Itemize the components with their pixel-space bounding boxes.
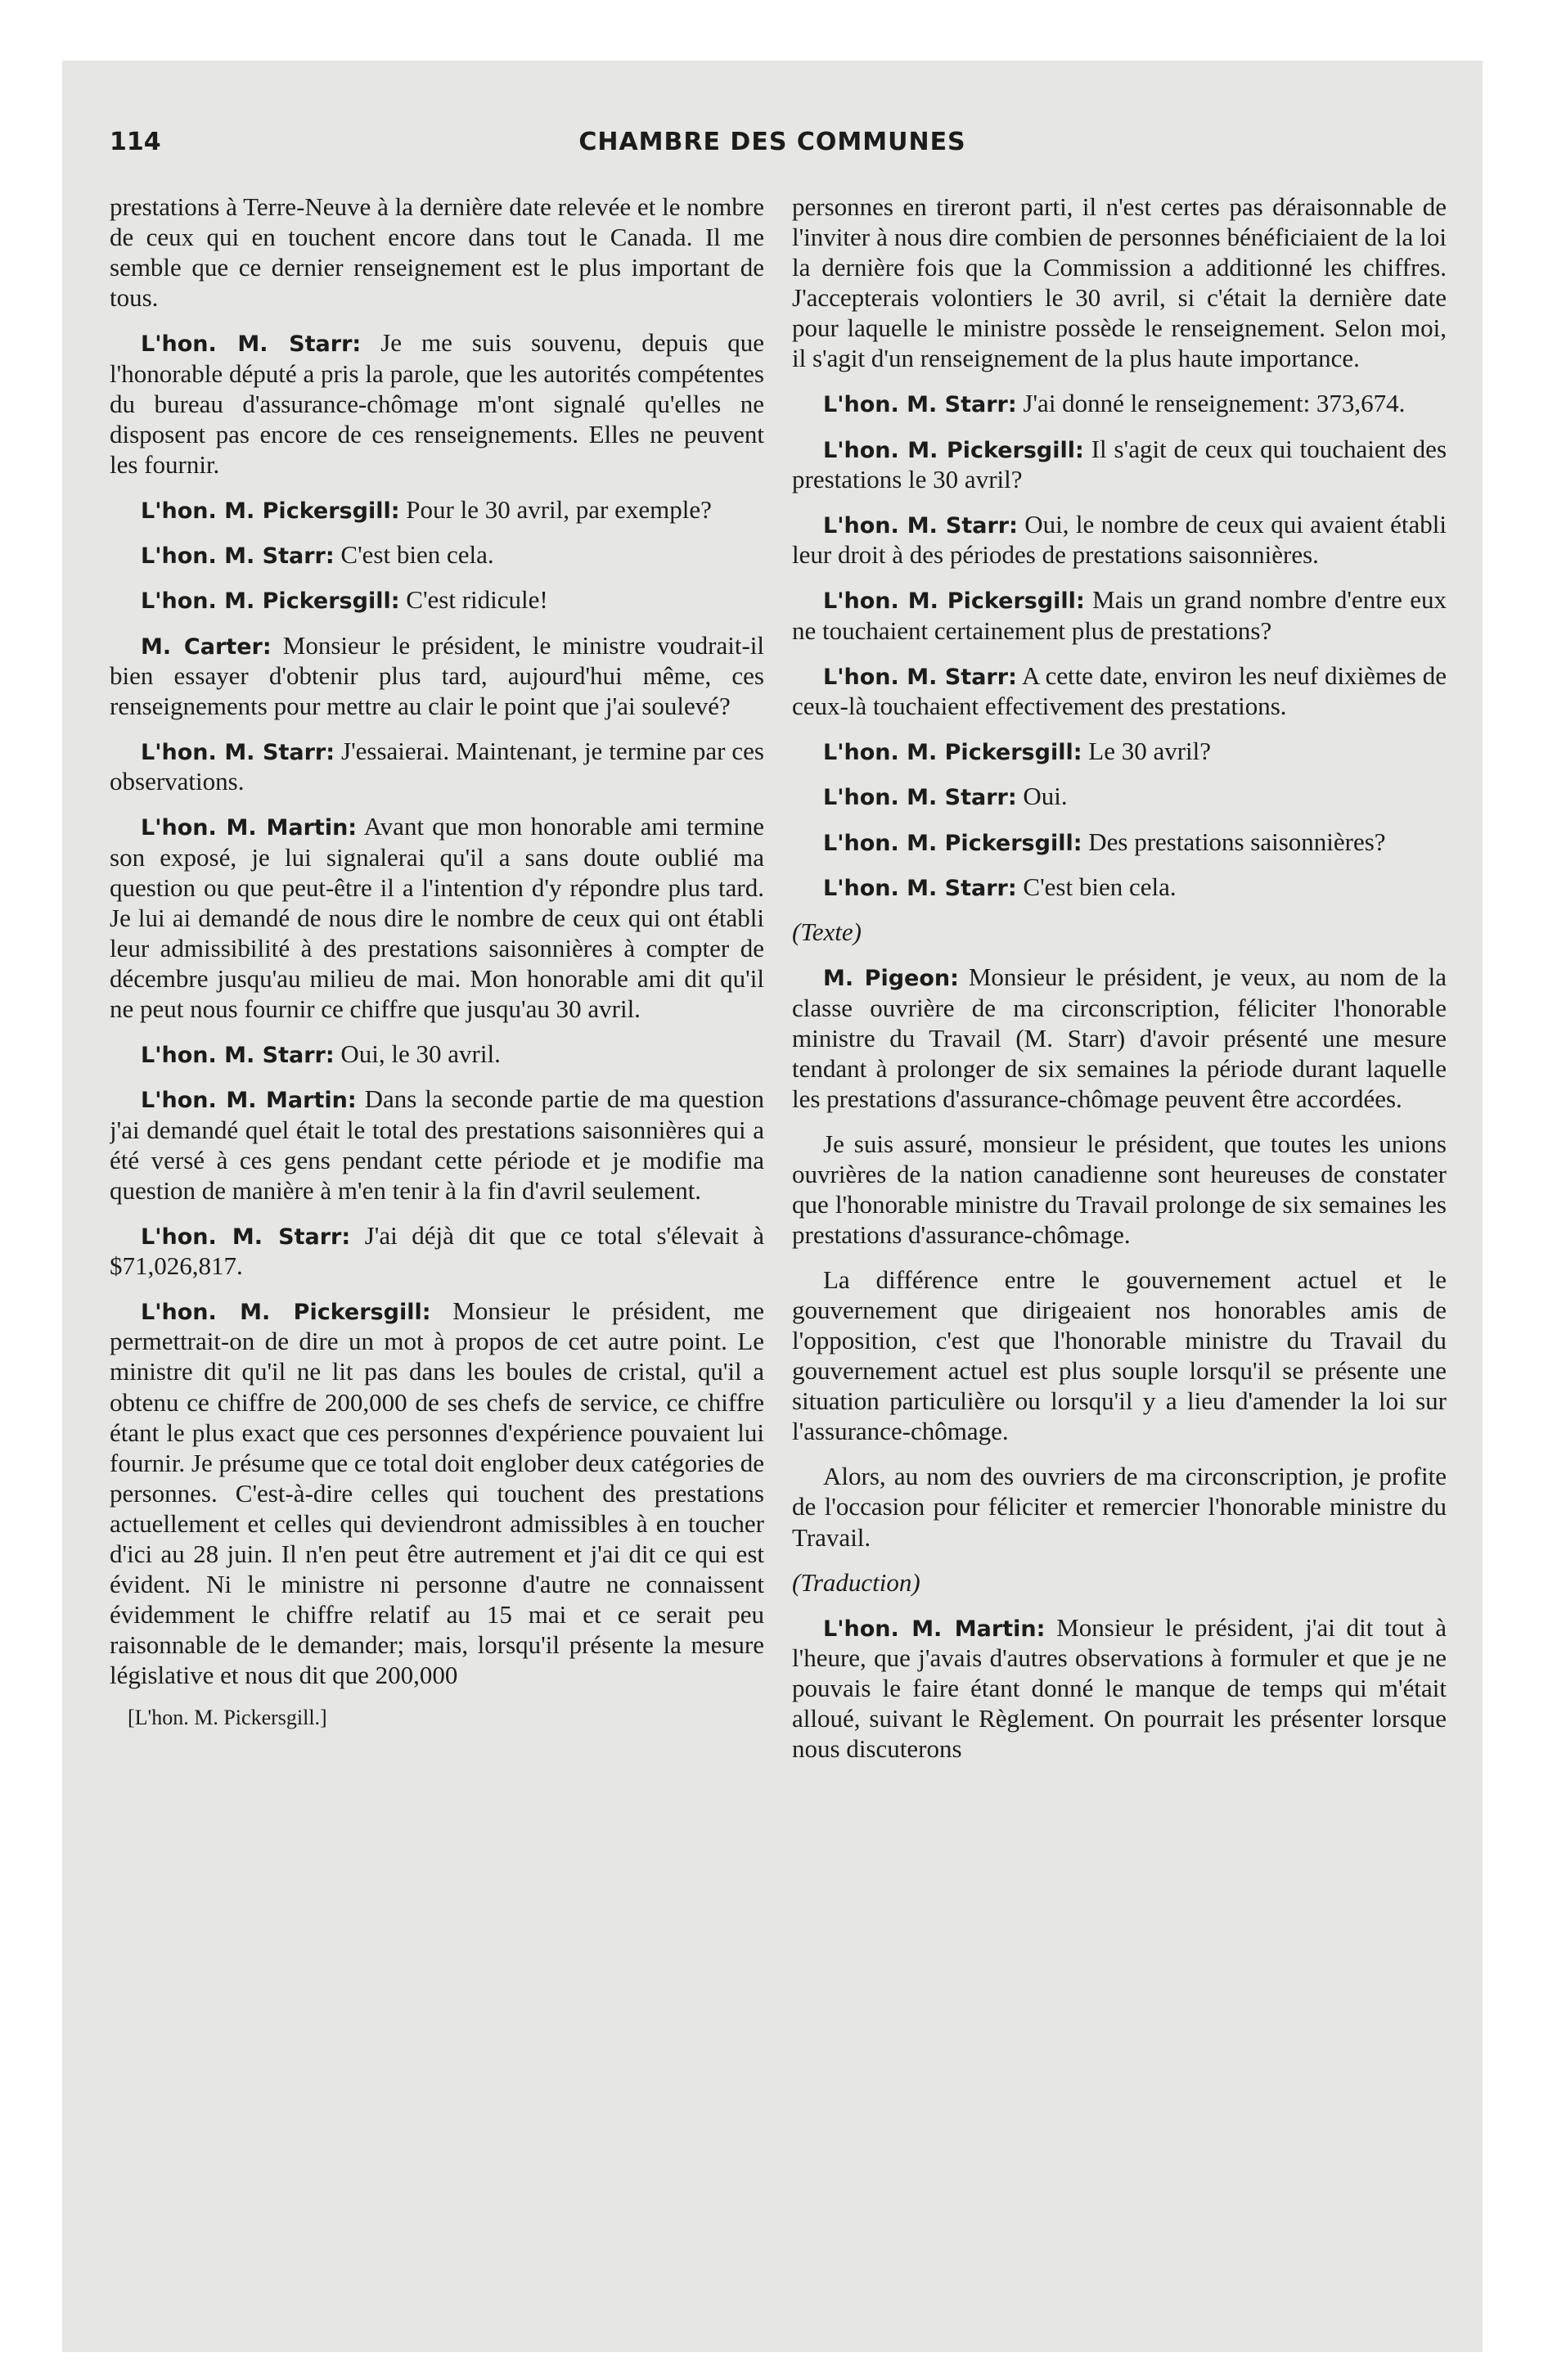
speech [110, 811, 764, 1024]
speech [110, 1039, 764, 1069]
section-marker: (Texte) [792, 917, 862, 947]
speaker-name: L'hon. M. Starr: [141, 543, 335, 570]
speaker-name: L'hon. M. Pickersgill: [141, 498, 400, 524]
paragraph [792, 1264, 1447, 1446]
speech-text: Monsieur le président, je veux, au nom de la classe ouvrière de ma circonscription, féliciter l'honorable ministre du Travail (M. Starr) d'avoir présenté une mesure tendant à prolonger de six semaines la période durant laquelle les prestations d'assurance-chômage peuvent être accordées. [792, 962, 1447, 1113]
speech [110, 630, 764, 721]
speech [792, 388, 1447, 418]
speech [792, 736, 1447, 766]
paragraph [110, 192, 764, 313]
speech [110, 539, 764, 570]
speaker-name: L'hon. M. Martin: [823, 1616, 1046, 1642]
speech [110, 494, 764, 525]
speech [792, 827, 1447, 857]
speaker-name: L'hon. M. Starr: [141, 1224, 351, 1250]
left-column [110, 192, 764, 2287]
speech-text: Avant que mon honorable ami termine son exposé, je lui signalerai qu'il a sans doute oublié ma question ou que peut-être il a l'intention d'y répondre plus tard. Je lui ai demandé de nous dire le nombre de ceux qui ont établi leur admissibilité à des prestations saisonnières à compter de décembre jusqu'au milieu de mai. Mon honorable ami dit qu'il ne peut nous fournir ce chiffre que jusqu'au 30 avril. [110, 812, 764, 1023]
speaker-name: L'hon. M. Starr: [141, 740, 335, 766]
speaker-name: L'hon. M. Pickersgill: [823, 588, 1085, 615]
right-column [792, 192, 1447, 2287]
speaker-footer-reference: [L'hon. M. Pickersgill.] [128, 1706, 327, 1730]
speaker-name: L'hon. M. Pickersgill: [141, 1300, 431, 1326]
speech-text: J'ai donné le renseignement: 373,674. [1023, 389, 1406, 418]
speech-text: Monsieur le président, le ministre voudrait-il bien essayer d'obtenir plus tard, aujourd'hui même, ces renseignements pour mettre au clair le point que j'ai soulevé? [110, 630, 764, 720]
speaker-name: L'hon. M. Starr: [823, 392, 1017, 418]
speaker-name: L'hon. M. Starr: [823, 875, 1017, 901]
speaker-name: M. Pigeon: [823, 966, 959, 992]
paragraph-text: personnes en tireront parti, il n'est certes pas déraisonnable de l'inviter à nous dire combien de personnes bénéficiaient de la loi la dernière fois que la Commission a additionné les chiffres. J'accepterais volontiers le 30 avril, si c'était la dernière date pour laquelle le ministre possède le renseignement. Selon moi, il s'agit d'un renseignement de la plus haute importance. [792, 192, 1447, 373]
paragraph [792, 1461, 1447, 1552]
speech-text: J'essaierai. Maintenant, je termine par ces observations. [110, 737, 764, 796]
paragraph [792, 1129, 1447, 1250]
speaker-name: L'hon. M. Starr: [141, 331, 362, 358]
speaker-name: L'hon. M. Pickersgill: [141, 588, 400, 615]
speaker-name: L'hon. M. Martin: [141, 1088, 357, 1114]
speaker-name: L'hon. M. Martin: [141, 815, 358, 841]
speech-text: C'est ridicule! [406, 585, 548, 615]
speaker-name: L'hon. M. Starr: [823, 664, 1017, 690]
speaker-name: L'hon. M. Starr: [823, 785, 1017, 811]
speech-text: Le 30 avril? [1088, 737, 1212, 766]
speech-text: J'ai déjà dit que ce total s'élevait à $71,026,817. [110, 1220, 764, 1281]
paragraph-text: La différence entre le gouvernement actuel et le gouvernement que dirigeaient nos honorables amis de l'opposition, c'est que l'honorable ministre du Travail du gouvernement actuel est plus souple lorsqu'il se présente une situation particulière ou lorsqu'il y a lieu d'amender la loi sur l'assurance-chômage. [792, 1265, 1447, 1446]
speech-text: Il s'agit de ceux qui touchaient des prestations le 30 avril? [792, 434, 1447, 494]
speech [792, 584, 1447, 645]
speech-text: Mais un grand nombre d'entre eux ne touchaient certainement plus de prestations? [792, 585, 1447, 645]
paragraph [792, 192, 1447, 373]
speaker-name: L'hon. M. Starr: [823, 513, 1018, 539]
speaker-name: M. Carter: [141, 633, 272, 660]
speaker-name: L'hon. M. Starr: [141, 1043, 335, 1069]
running-head: CHAMBRE DES COMMUNES [578, 128, 966, 156]
speech-text: Oui, le 30 avril. [340, 1039, 501, 1069]
page-number: 114 [110, 128, 161, 156]
speaker-name: L'hon. M. Pickersgill: [823, 830, 1082, 856]
speech [792, 434, 1447, 494]
speech [792, 509, 1447, 570]
speech-text: Je me suis souvenu, depuis que l'honorable député a pris la parole, que les autorités compétentes du bureau d'assurance-chômage m'ont signalé qu'elles ne disposent pas encore de ces renseignements. Elles ne peuvent les fournir. [110, 328, 764, 479]
speech-text: Pour le 30 avril, par exemple? [406, 494, 712, 524]
speech-text: Des prestations saisonnières? [1088, 827, 1386, 856]
speech [792, 1612, 1447, 1765]
speech-text: A cette date, environ les neuf dixièmes de ceux-là touchaient effectivement des prestations. [792, 660, 1447, 720]
speech [110, 736, 764, 796]
speech [792, 660, 1447, 721]
speech [792, 872, 1447, 902]
paragraph-text: Alors, au nom des ouvriers de ma circonscription, je profite de l'occasion pour féliciter et remercier l'honorable ministre du Travail. [792, 1462, 1447, 1552]
speech [110, 1084, 764, 1205]
speech-text: Monsieur le président, me permettrait-on de dire un mot à propos de cet autre point. Le ministre dit qu'il ne lit pas dans les boules de cristal, qu'il a obtenu ce chiffre de 200,000 de ses chefs de service, ce chiffre étant le plus exact que ces personnes d'expérience pouvaient lui fournir. Je présume que ce total doit englober deux catégories de personnes. C'est-à-dire celles qui touchent des prestations actuellement et celles qui deviendront admissibles à en toucher d'ici au 28 juin. Il n'en peut être autrement et j'ai dit ce qui est évident. Ni le ministre ni personne d'autre ne connaissent évidemment le chiffre relatif au 15 mai et ce serait peu raisonnable de le demander; mais, lorsqu'il présente la mesure législative et nous dit que 200,000 [110, 1296, 764, 1690]
speech [110, 584, 764, 615]
speech-text: C'est bien cela. [340, 540, 494, 570]
speech [110, 1220, 764, 1281]
page-content [62, 61, 1483, 2352]
speech-text: Dans la seconde partie de ma question j'ai demandé quel était le total des prestations saisonnières qui a été versé à ces gens pendant cette période et je modifie ma question de manière à m'en tenir à la fin d'avril seulement. [110, 1084, 764, 1205]
speech-text: Monsieur le président, j'ai dit tout à l'heure, que j'avais d'autres observations à formuler et que je ne pouvais le faire étant donné le manque de temps qui m'était alloué, suivant le Règlement. On pourrait les présenter lorsque nous discuterons [792, 1612, 1447, 1764]
speaker-name: L'hon. M. Pickersgill: [823, 740, 1082, 766]
speech-text: Oui, le nombre de ceux qui avaient établi leur droit à des périodes de prestations saisonnières. [792, 510, 1447, 570]
speech-text: Oui. [1023, 782, 1068, 811]
speech [792, 781, 1447, 811]
paragraph-text: prestations à Terre-Neuve à la dernière date relevée et le nombre de ceux qui en touchent encore dans tout le Canada. Il me semble que ce dernier renseignement est le plus important de tous. [110, 192, 764, 313]
speech [110, 327, 764, 480]
section-marker: (Traduction) [792, 1567, 920, 1597]
speaker-name: L'hon. M. Pickersgill: [823, 437, 1084, 463]
paragraph-text: Je suis assuré, monsieur le président, que toutes les unions ouvrières de la nation canadienne sont heureuses de constater que l'honorable ministre du Travail prolonge de six semaines les prestations d'assurance-chômage. [792, 1129, 1447, 1249]
scanned-page [62, 61, 1483, 2352]
speech-text: C'est bien cela. [1023, 872, 1177, 901]
speech [110, 1296, 764, 1690]
speech [792, 962, 1447, 1114]
